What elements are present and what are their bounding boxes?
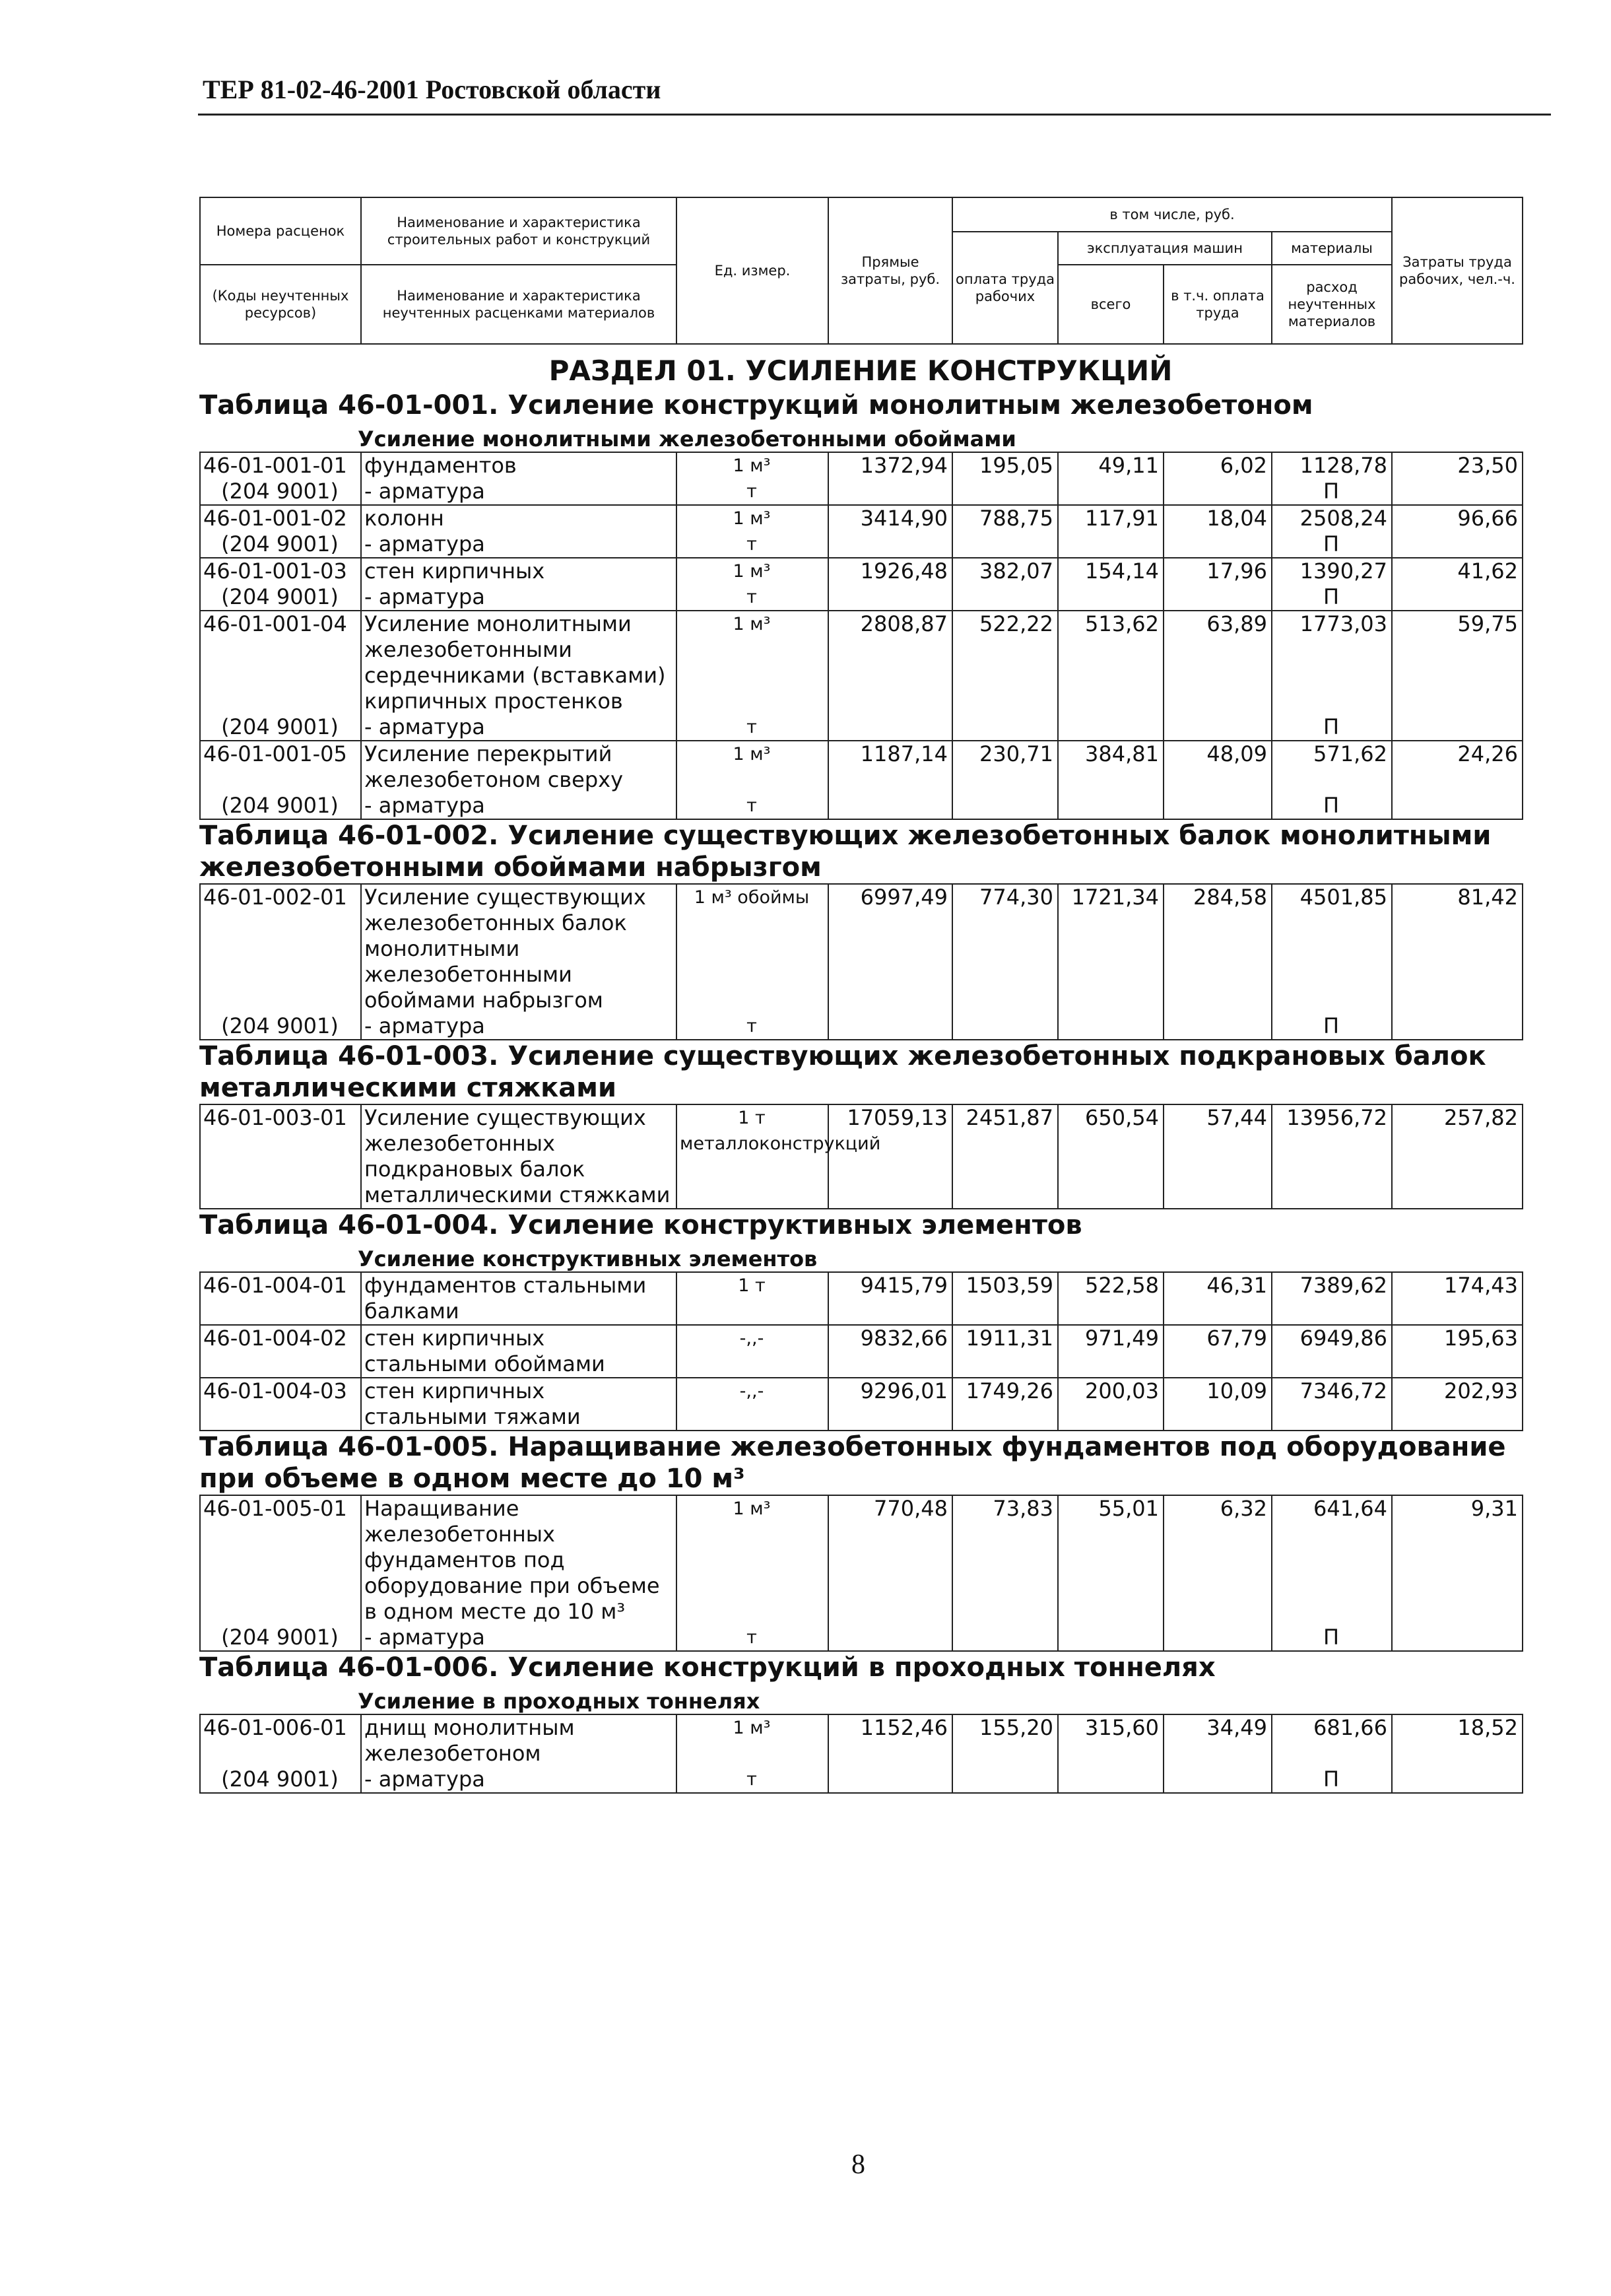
resource-code: (204 9001) <box>200 714 361 741</box>
resource-material: П <box>1272 1625 1392 1651</box>
rates-table <box>199 1714 1523 1794</box>
direct-cost: 9832,66 <box>828 1325 952 1378</box>
empty-cell <box>1164 1767 1272 1793</box>
rate-code: 46-01-003-01 <box>200 1104 361 1209</box>
direct-cost: 1926,48 <box>828 558 952 584</box>
machines-cost: 117,91 <box>1058 505 1164 531</box>
machines-cost: 49,11 <box>1058 452 1164 479</box>
materials-cost: 6949,86 <box>1272 1325 1392 1378</box>
wages-cost: 522,22 <box>952 611 1058 714</box>
table-row <box>200 558 1523 584</box>
resource-name: - арматура <box>361 1767 676 1793</box>
direct-cost: 6997,49 <box>828 884 952 1013</box>
rate-unit: 1 м³ <box>676 611 828 714</box>
resource-code: (204 9001) <box>200 1013 361 1040</box>
table-row <box>200 1378 1523 1431</box>
wages-cost: 788,75 <box>952 505 1058 531</box>
labor-cost: 23,50 <box>1392 452 1523 479</box>
resource-name: - арматура <box>361 479 676 505</box>
resource-name: - арматура <box>361 584 676 611</box>
empty-cell <box>1164 1625 1272 1651</box>
wages-cost: 195,05 <box>952 452 1058 479</box>
header-rule <box>198 114 1551 116</box>
labor-cost: 257,82 <box>1392 1104 1523 1209</box>
resource-code: (204 9001) <box>200 1767 361 1793</box>
rate-name: стен кирпичных стальными обоймами <box>361 1325 676 1378</box>
wages-cost: 155,20 <box>952 1714 1058 1767</box>
resource-unit: т <box>676 714 828 741</box>
resource-name: - арматура <box>361 793 676 819</box>
empty-cell <box>1392 1013 1523 1040</box>
subgroup-title: Усиление монолитными железобетонными обоймами <box>358 426 1016 452</box>
machines-wages: 18,04 <box>1164 505 1272 531</box>
table-number: Таблица 46-01-006. <box>199 1652 499 1683</box>
materials-cost: 681,66 <box>1272 1714 1392 1767</box>
empty-cell <box>1058 714 1164 741</box>
empty-cell <box>828 1013 952 1040</box>
hdr-labor: Затраты труда рабочих, чел.-ч. <box>1392 197 1523 344</box>
hdr-wages: оплата труда рабочих <box>952 232 1058 344</box>
direct-cost: 1187,14 <box>828 741 952 793</box>
table-subrow <box>200 793 1523 819</box>
rate-name: стен кирпичных стальными тяжами <box>361 1378 676 1431</box>
rate-code: 46-01-004-03 <box>200 1378 361 1431</box>
rates-table <box>199 1495 1523 1652</box>
rate-code: 46-01-001-02 <box>200 505 361 531</box>
hdr-machines: эксплуатация машин <box>1058 232 1272 265</box>
rate-unit: 1 м³ <box>676 452 828 479</box>
hdr-name: Наименование и характеристика строительных работ и конструкций <box>361 197 676 265</box>
rate-code: 46-01-004-02 <box>200 1325 361 1378</box>
subgroup-title: Усиление в проходных тоннелях <box>358 1689 760 1714</box>
rate-code: 46-01-004-01 <box>200 1272 361 1325</box>
resource-material: П <box>1272 531 1392 558</box>
resource-name: - арматура <box>361 1625 676 1651</box>
rates-table <box>199 1104 1523 1209</box>
table-row <box>200 505 1523 531</box>
empty-cell <box>1058 793 1164 819</box>
empty-cell <box>1164 714 1272 741</box>
table-number: Таблица 46-01-003. <box>199 1041 499 1071</box>
table-title <box>199 1040 1522 1104</box>
rate-code: 46-01-006-01 <box>200 1714 361 1767</box>
machines-cost: 200,03 <box>1058 1378 1164 1431</box>
wages-cost: 774,30 <box>952 884 1058 1013</box>
table-row <box>200 741 1523 793</box>
rate-name: Усиление существующих железобетонных подкрановых балок металлическими стяжками <box>361 1104 676 1209</box>
machines-cost: 154,14 <box>1058 558 1164 584</box>
empty-cell <box>828 793 952 819</box>
labor-cost: 81,42 <box>1392 884 1523 1013</box>
machines-cost: 650,54 <box>1058 1104 1164 1209</box>
wages-cost: 1911,31 <box>952 1325 1058 1378</box>
resource-unit: т <box>676 584 828 611</box>
empty-cell <box>952 584 1058 611</box>
resource-code: (204 9001) <box>200 531 361 558</box>
rate-code: 46-01-001-01 <box>200 452 361 479</box>
rate-name: Усиление существующих железобетонных балок монолитными железобетонными обоймами набрызгом <box>361 884 676 1013</box>
machines-wages: 284,58 <box>1164 884 1272 1013</box>
empty-cell <box>1058 584 1164 611</box>
hdr-materials-unaccounted: расход неучтенных материалов <box>1272 265 1392 344</box>
empty-cell <box>952 531 1058 558</box>
rate-tables <box>199 389 1522 1794</box>
empty-cell <box>1392 479 1523 505</box>
direct-cost: 1152,46 <box>828 1714 952 1767</box>
rate-unit: 1 м³ <box>676 741 828 793</box>
table-row <box>200 452 1523 479</box>
direct-cost: 1372,94 <box>828 452 952 479</box>
page-header: ТЕР 81-02-46-2001 Ростовской области <box>203 75 661 104</box>
wages-cost: 2451,87 <box>952 1104 1058 1209</box>
labor-cost: 59,75 <box>1392 611 1523 714</box>
table-subrow <box>200 479 1523 505</box>
machines-cost: 971,49 <box>1058 1325 1164 1378</box>
materials-cost: 2508,24 <box>1272 505 1392 531</box>
machines-cost: 513,62 <box>1058 611 1164 714</box>
table-number: Таблица 46-01-004. <box>199 1210 499 1240</box>
table-row <box>200 1104 1523 1209</box>
machines-wages: 57,44 <box>1164 1104 1272 1209</box>
empty-cell <box>1392 793 1523 819</box>
wages-cost: 1503,59 <box>952 1272 1058 1325</box>
table-header <box>199 197 1523 345</box>
empty-cell <box>1392 1625 1523 1651</box>
section-title: РАЗДЕЛ 01. УСИЛЕНИЕ КОНСТРУКЦИЙ <box>548 355 1173 387</box>
machines-cost: 1721,34 <box>1058 884 1164 1013</box>
table-subrow <box>200 714 1523 741</box>
hdr-code: Номера расценок <box>200 197 361 265</box>
table-subrow <box>200 584 1523 611</box>
direct-cost: 9415,79 <box>828 1272 952 1325</box>
machines-cost: 55,01 <box>1058 1495 1164 1625</box>
hdr-machines-wages: в т.ч. оплата труда <box>1164 265 1272 344</box>
direct-cost: 2808,87 <box>828 611 952 714</box>
table-row <box>200 1714 1523 1767</box>
materials-cost: 4501,85 <box>1272 884 1392 1013</box>
rate-unit: 1 м³ <box>676 1714 828 1767</box>
table-row <box>200 1272 1523 1325</box>
page-number: 8 <box>851 2149 865 2180</box>
machines-wages: 10,09 <box>1164 1378 1272 1431</box>
resource-unit: т <box>676 793 828 819</box>
labor-cost: 195,63 <box>1392 1325 1523 1378</box>
wages-cost: 1749,26 <box>952 1378 1058 1431</box>
empty-cell <box>1058 1767 1164 1793</box>
materials-cost: 13956,72 <box>1272 1104 1392 1209</box>
resource-unit: т <box>676 531 828 558</box>
resource-unit: т <box>676 1625 828 1651</box>
rate-name: колонн <box>361 505 676 531</box>
wages-cost: 73,83 <box>952 1495 1058 1625</box>
empty-cell <box>828 1767 952 1793</box>
machines-cost: 522,58 <box>1058 1272 1164 1325</box>
table-subrow <box>200 1767 1523 1793</box>
labor-cost: 18,52 <box>1392 1714 1523 1767</box>
empty-cell <box>1392 1767 1523 1793</box>
resource-material: П <box>1272 479 1392 505</box>
rates-table <box>199 1271 1523 1431</box>
labor-cost: 41,62 <box>1392 558 1523 584</box>
rate-unit: 1 м³ <box>676 558 828 584</box>
materials-cost: 7346,72 <box>1272 1378 1392 1431</box>
table-subrow <box>200 1625 1523 1651</box>
empty-cell <box>1164 793 1272 819</box>
table-title <box>199 1652 1522 1683</box>
materials-cost: 1128,78 <box>1272 452 1392 479</box>
table-subrow <box>200 1013 1523 1040</box>
table-number: Таблица 46-01-002. <box>199 821 499 851</box>
materials-cost: 1773,03 <box>1272 611 1392 714</box>
rate-code: 46-01-001-03 <box>200 558 361 584</box>
machines-wages: 67,79 <box>1164 1325 1272 1378</box>
labor-cost: 9,31 <box>1392 1495 1523 1625</box>
subgroup-title: Усиление конструктивных элементов <box>358 1246 818 1271</box>
rate-name: днищ монолитным железобетоном <box>361 1714 676 1767</box>
empty-cell <box>828 714 952 741</box>
empty-cell <box>1164 531 1272 558</box>
table-row <box>200 1495 1523 1625</box>
wages-cost: 230,71 <box>952 741 1058 793</box>
resource-name: - арматура <box>361 1013 676 1040</box>
machines-wages: 17,96 <box>1164 558 1272 584</box>
resource-name: - арматура <box>361 714 676 741</box>
empty-cell <box>1392 531 1523 558</box>
table-number: Таблица 46-01-001. <box>199 390 499 421</box>
rate-name: фундаментов <box>361 452 676 479</box>
table-title <box>199 1431 1522 1495</box>
hdr-code2: (Коды неучтенных ресурсов) <box>200 265 361 344</box>
rate-code: 46-01-002-01 <box>200 884 361 1013</box>
rate-name: стен кирпичных <box>361 558 676 584</box>
table-caption: Усиление существующих железобетонных балок монолитными железобетонными обоймами набрызгом <box>199 821 1492 883</box>
rate-name: фундаментов стальными балками <box>361 1272 676 1325</box>
empty-cell <box>952 714 1058 741</box>
rate-unit: 1 м³ обоймы <box>676 884 828 1013</box>
empty-cell <box>828 1625 952 1651</box>
direct-cost: 17059,13 <box>828 1104 952 1209</box>
hdr-materials: материалы <box>1272 232 1392 265</box>
hdr-incl: в том числе, руб. <box>952 197 1392 232</box>
empty-cell <box>1164 584 1272 611</box>
machines-wages: 46,31 <box>1164 1272 1272 1325</box>
resource-code: (204 9001) <box>200 479 361 505</box>
machines-cost: 315,60 <box>1058 1714 1164 1767</box>
hdr-unit: Ед. измер. <box>676 197 828 344</box>
labor-cost: 96,66 <box>1392 505 1523 531</box>
table-caption: Усиление существующих железобетонных подкрановых балок металлическими стяжками <box>199 1041 1486 1103</box>
empty-cell <box>952 1767 1058 1793</box>
empty-cell <box>1164 1013 1272 1040</box>
table-row <box>200 611 1523 714</box>
machines-wages: 48,09 <box>1164 741 1272 793</box>
empty-cell <box>1392 714 1523 741</box>
rate-unit: 1 м³ <box>676 1495 828 1625</box>
rate-code: 46-01-001-04 <box>200 611 361 714</box>
rate-unit: -,,- <box>676 1325 828 1378</box>
empty-cell <box>828 531 952 558</box>
resource-material: П <box>1272 584 1392 611</box>
table-title <box>199 1209 1522 1241</box>
empty-cell <box>1058 1625 1164 1651</box>
materials-cost: 571,62 <box>1272 741 1392 793</box>
empty-cell <box>1164 479 1272 505</box>
resource-unit: т <box>676 479 828 505</box>
table-subrow <box>200 531 1523 558</box>
materials-cost: 7389,62 <box>1272 1272 1392 1325</box>
resource-material: П <box>1272 714 1392 741</box>
resource-material: П <box>1272 1767 1392 1793</box>
empty-cell <box>828 584 952 611</box>
hdr-machines-total: всего <box>1058 265 1164 344</box>
resource-code: (204 9001) <box>200 1625 361 1651</box>
direct-cost: 770,48 <box>828 1495 952 1625</box>
table-number: Таблица 46-01-005. <box>199 1432 499 1462</box>
resource-name: - арматура <box>361 531 676 558</box>
empty-cell <box>1058 1013 1164 1040</box>
machines-wages: 34,49 <box>1164 1714 1272 1767</box>
resource-unit: т <box>676 1013 828 1040</box>
empty-cell <box>952 1625 1058 1651</box>
rates-table <box>199 883 1523 1040</box>
empty-cell <box>952 479 1058 505</box>
rates-sheet <box>199 197 1522 1794</box>
rate-code: 46-01-001-05 <box>200 741 361 793</box>
resource-code: (204 9001) <box>200 793 361 819</box>
resource-material: П <box>1272 793 1392 819</box>
machines-wages: 6,02 <box>1164 452 1272 479</box>
labor-cost: 174,43 <box>1392 1272 1523 1325</box>
table-title <box>199 820 1522 883</box>
machines-cost: 384,81 <box>1058 741 1164 793</box>
rate-code: 46-01-005-01 <box>200 1495 361 1625</box>
rate-name: Наращивание железобетонных фундаментов под оборудование при объеме в одном месте до 10 м³ <box>361 1495 676 1625</box>
table-title <box>199 389 1522 421</box>
table-row <box>200 1325 1523 1378</box>
rate-unit: 1 т <box>676 1272 828 1325</box>
rate-unit: 1 т металлоконструкций <box>676 1104 828 1209</box>
empty-cell <box>1058 531 1164 558</box>
table-caption: Усиление конструкций монолитным железобетоном <box>508 390 1313 421</box>
labor-cost: 24,26 <box>1392 741 1523 793</box>
table-row <box>200 884 1523 1013</box>
hdr-direct: Прямые затраты, руб. <box>828 197 952 344</box>
rates-table <box>199 452 1523 820</box>
rate-unit: -,,- <box>676 1378 828 1431</box>
resource-material: П <box>1272 1013 1392 1040</box>
machines-wages: 6,32 <box>1164 1495 1272 1625</box>
resource-code: (204 9001) <box>200 584 361 611</box>
rate-unit: 1 м³ <box>676 505 828 531</box>
hdr-name2: Наименование и характеристика неучтенных расценками материалов <box>361 265 676 344</box>
empty-cell <box>1392 584 1523 611</box>
table-caption: Наращивание железобетонных фундаментов под оборудование при объеме в одном месте до 10 м³ <box>199 1432 1506 1494</box>
resource-unit: т <box>676 1767 828 1793</box>
empty-cell <box>952 793 1058 819</box>
wages-cost: 382,07 <box>952 558 1058 584</box>
empty-cell <box>1058 479 1164 505</box>
empty-cell <box>952 1013 1058 1040</box>
table-caption: Усиление конструкций в проходных тоннелях <box>508 1652 1216 1683</box>
materials-cost: 1390,27 <box>1272 558 1392 584</box>
table-caption: Усиление конструктивных элементов <box>508 1210 1082 1240</box>
direct-cost: 3414,90 <box>828 505 952 531</box>
rate-name: Усиление перекрытий железобетоном сверху <box>361 741 676 793</box>
empty-cell <box>828 479 952 505</box>
rate-name: Усиление монолитными железобетонными сердечниками (вставками) кирпичных простенков <box>361 611 676 714</box>
labor-cost: 202,93 <box>1392 1378 1523 1431</box>
machines-wages: 63,89 <box>1164 611 1272 714</box>
direct-cost: 9296,01 <box>828 1378 952 1431</box>
materials-cost: 641,64 <box>1272 1495 1392 1625</box>
